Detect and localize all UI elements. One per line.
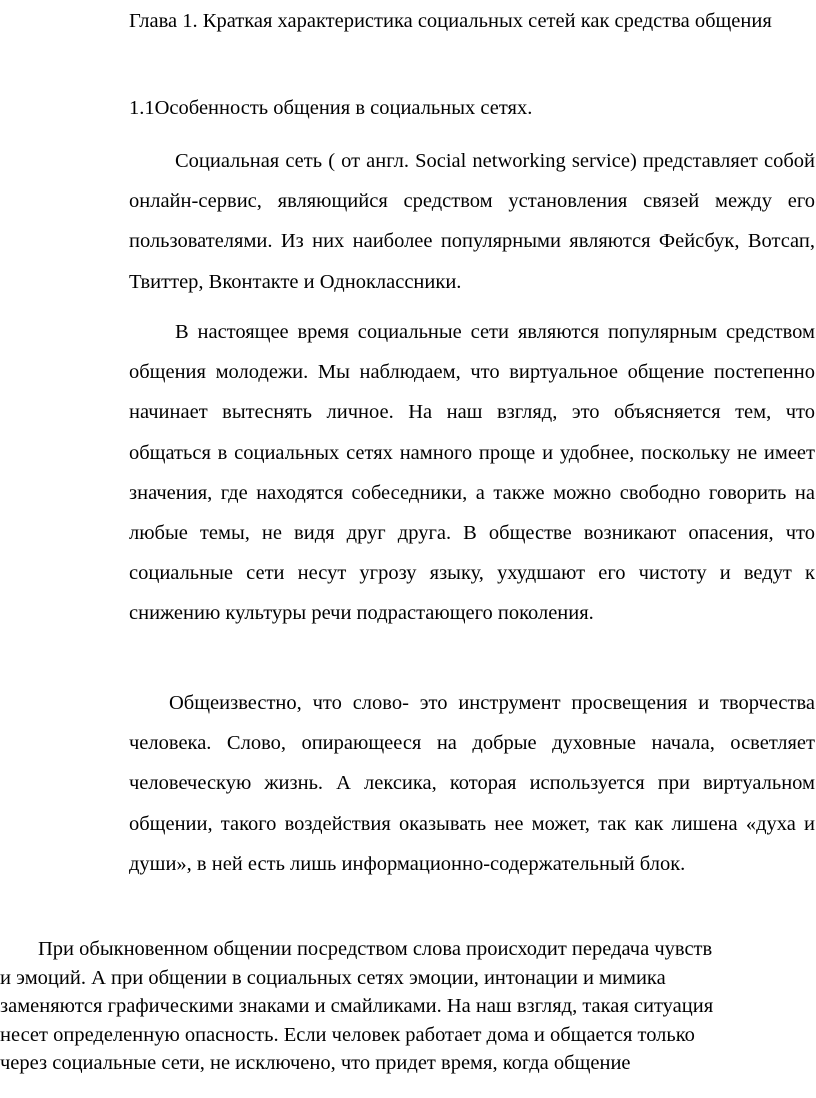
text-line: заменяются графическими знаками и смайликами. На наш взгляд, такая ситуация <box>0 995 714 1018</box>
text-line: При обыкновенном общении посредством слова происходит передача чувств <box>38 938 713 960</box>
text-line: через социальные сети, не исключено, что придет время, когда общение <box>0 1052 631 1075</box>
text-line: несет определенную опасность. Если человек работает дома и общается только <box>0 1023 695 1046</box>
paragraph-youth-communication: В настоящее время социальные сети являются популярным средством общения молодежи. Мы наблюдаем, что виртуальное общение постепенно начинает вытеснять личное. На наш взгляд, это объясняется тем, что общаться в социальных сетях намного проще и удобнее, поскольку не имеет значения, где находятся собеседники, а также можно свободно говорить на любые темы, не видя друг друга. В обществе возникают опасения, что социальные сети несут угрозу языку, ухудшают его чистоту и ведут к снижению культуры речи подрастающего поколения. <box>129 321 815 625</box>
text-line: и эмоций. А при общении в социальных сетях эмоции, интонации и мимика <box>0 966 666 989</box>
section-title: 1.1Особенность общения в социальных сетях. <box>129 97 533 119</box>
paragraph-social-network-definition: Социальная сеть ( от англ. Social networking service) представляет собой онлайн-сервис, являющийся средством установления связей между его пользователями. Из них наиболее популярными являются Фейсбук, Вотсап, Твиттер, Вконтакте и Одноклассники. <box>129 150 815 293</box>
paragraph-word-instrument: Общеизвестно, что слово- это инструмент просвещения и творчества человека. Слово, опирающееся на добрые духовные начала, осветляет человеческую жизнь. А лексика, которая используется при виртуальном общении, такого воздействия оказывать нее может, так как лишена «духа и души», в ней есть лишь информационно-содержательный блок. <box>129 692 815 875</box>
paragraph-emotions-graphics <box>0 935 816 1078</box>
chapter-title: Глава 1. Краткая характеристика социальных сетей как средства общения <box>129 10 772 32</box>
